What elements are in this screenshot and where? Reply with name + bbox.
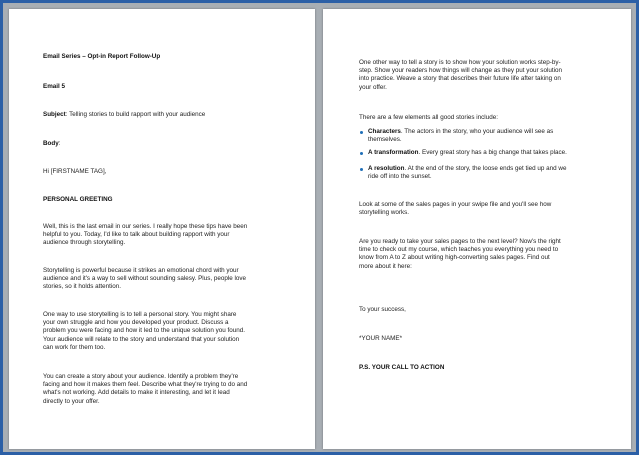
paragraph-line: facing and how it makes them feel. Describe what they're trying to do and (43, 381, 248, 389)
list-item-transformation (368, 149, 567, 157)
document-title: Email Series – Opt-in Report Follow-Up (43, 53, 161, 60)
body-label-line (43, 140, 61, 148)
list-item-text: themselves. (368, 136, 402, 144)
list-item-term: Characters (368, 128, 401, 135)
paragraph-line: storytelling works. (359, 209, 410, 217)
list-item-term: A transformation (368, 149, 419, 156)
list-item-text: ride off into the sunset. (368, 173, 432, 181)
paragraph-line: directly to your offer. (43, 397, 100, 405)
body-colon: : (58, 140, 61, 147)
paragraph-4 (43, 373, 247, 406)
body-label: Body (43, 140, 59, 147)
paragraph-line: audience through storytelling. (43, 239, 126, 247)
subject-text: : Telling stories to build rapport with your audience (65, 111, 206, 118)
email-number: Email 5 (43, 83, 66, 90)
page-right (323, 9, 631, 449)
paragraph-line: more about it here: (359, 262, 412, 270)
paragraph-line: time to check out my course, which teaches you everything you need to (359, 246, 559, 254)
paragraph-line: Your audience will relate to the story and understand that your solution (43, 335, 240, 343)
subject-label: Subject (43, 111, 66, 118)
subject-line (43, 111, 205, 119)
paragraph-line: your offer. (359, 83, 387, 91)
ps-call-to-action: P.S. YOUR CALL TO ACTION (359, 364, 445, 371)
bullet-icon (360, 152, 363, 155)
paragraph-line: You can create a story about your audience. Identify a problem they're (43, 373, 239, 380)
paragraph-swipe-file (359, 201, 551, 217)
paragraph-line: stories, so it holds attention. (43, 283, 122, 291)
closing: To your success, (359, 306, 406, 313)
paragraph-line: audience and it's a way to sell without sounding salesy. Plus, people love (43, 275, 247, 283)
paragraph-line: problem you were facing and how it led to the unique solution you found. (43, 327, 245, 335)
paragraph-line: can work for them too. (43, 343, 106, 351)
personal-greeting: PERSONAL GREETING (43, 196, 113, 203)
list-item-resolution (368, 165, 566, 181)
paragraph-call-to-course (359, 238, 561, 271)
greeting: Hi [FIRSTNAME TAG], (43, 168, 107, 175)
paragraph-line: Well, this is the last email in our series. I really hope these tips have been (43, 223, 248, 230)
bullet-icon (360, 168, 363, 171)
paragraph-step-by-step (359, 59, 562, 92)
paragraph-2 (43, 267, 246, 292)
paragraph-line: One other way to tell a story is to show how your solution works step-by- (359, 59, 561, 66)
paragraph-line: what's not working. Add details to make it interesting, and let it lead (43, 389, 230, 397)
paragraph-3 (43, 311, 245, 352)
signature-name: *YOUR NAME* (359, 335, 403, 342)
list-item-text: . At the end of the story, the loose ends get tied up and we (404, 165, 567, 172)
paragraph-line: helpful to you. Today, I'd like to talk about building rapport with your (43, 231, 230, 239)
paragraph-line: Storytelling is powerful because it strikes an emotional chord with your (43, 267, 239, 274)
paragraph-line: Are you ready to take your sales pages to the next level? Now's the right (359, 238, 561, 245)
paragraph-line: One way to use storytelling is to tell a personal story. You might share (43, 311, 237, 318)
paragraph-line: step. Show your readers how things will change as they put your solution (359, 67, 563, 75)
list-item-term: A resolution (368, 165, 405, 172)
list-item-text: . Every great story has a big change that takes place. (418, 149, 567, 156)
paragraph-line: know from A to Z about writing high-converting sales pages. Find out (359, 254, 550, 262)
bullet-icon (360, 131, 363, 134)
page-left (9, 9, 315, 449)
paragraph-1 (43, 223, 247, 248)
paragraph-line: into practice. Weave a story that describes their future life after taking on (359, 75, 561, 83)
list-item-text: . The actors in the story, who your audience will see as (400, 128, 554, 135)
elements-intro: There are a few elements all good stories include: (359, 114, 498, 121)
paragraph-line: your own struggle and how you developed your product. Discuss a (43, 319, 229, 327)
list-item-characters (368, 128, 553, 144)
paragraph-line: Look at some of the sales pages in your swipe file and you'll see how (359, 201, 552, 208)
